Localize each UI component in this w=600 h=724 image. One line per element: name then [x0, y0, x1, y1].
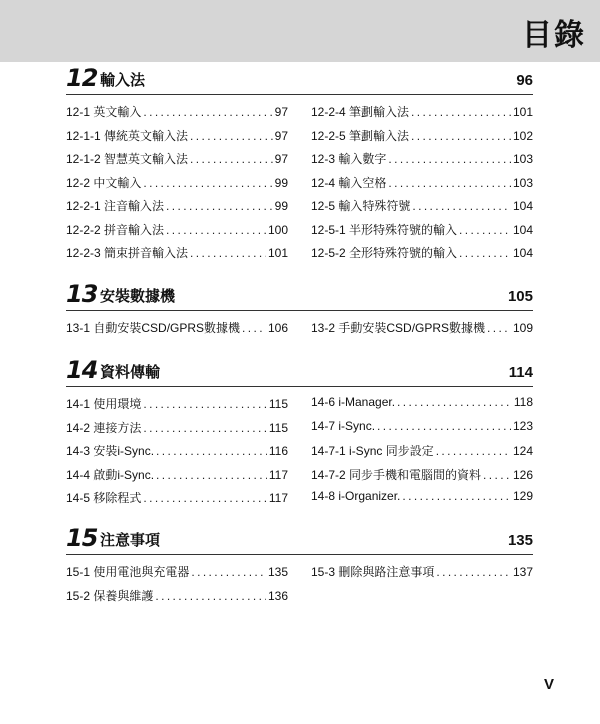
page-number: V	[543, 676, 554, 693]
toc-entry[interactable]	[311, 127, 533, 151]
section-title: 注意事項	[100, 531, 161, 549]
toc-entry-page: 117	[268, 491, 288, 505]
toc-entry[interactable]	[311, 442, 533, 466]
toc-entry[interactable]	[311, 174, 533, 198]
toc-entry-page: 97	[274, 105, 288, 119]
toc-entry-page: 115	[268, 397, 288, 411]
toc-entry[interactable]	[66, 563, 288, 587]
toc-entry-page: 101	[512, 105, 533, 119]
dot-leader	[436, 565, 511, 579]
toc-entry-page: 126	[512, 467, 533, 482]
section-page: 105	[507, 288, 533, 305]
toc-entry-title: 14-7-2 同步手機和電腦間的資料	[311, 467, 482, 482]
dot-leader	[402, 489, 511, 503]
toc-entry-page: 115	[268, 420, 288, 435]
dot-leader	[483, 468, 511, 482]
dot-leader	[242, 321, 266, 335]
toc-entry-page: 109	[512, 321, 533, 335]
dot-leader	[459, 223, 511, 237]
dot-leader	[388, 176, 511, 190]
dot-leader	[191, 565, 266, 579]
toc-entry-title: 12-2-3 簡束拼音輸入法	[66, 246, 189, 260]
toc-entry[interactable]	[66, 395, 288, 419]
dot-leader	[397, 395, 512, 409]
toc-entry-page: 104	[512, 199, 533, 213]
right-column	[311, 563, 533, 587]
section-number: 14	[66, 356, 98, 384]
section-page: 96	[516, 72, 533, 89]
dot-leader	[190, 129, 273, 143]
section-header[interactable]	[66, 524, 533, 555]
toc-entry[interactable]	[66, 319, 288, 343]
left-column	[66, 395, 288, 513]
header-band	[0, 0, 600, 62]
toc-entry-title: 13-1 自動安裝CSD/GPRS數據機	[66, 321, 241, 335]
toc-entry[interactable]	[311, 221, 533, 245]
toc-entry-title: 15-1 使用電池與充電器	[66, 565, 190, 579]
toc-entry-page: 103	[512, 152, 533, 166]
toc-entry-title: 12-1-2 智慧英文輸入法	[66, 152, 189, 166]
dot-leader	[412, 199, 511, 213]
toc-entry[interactable]	[311, 319, 533, 343]
dot-leader	[411, 129, 511, 143]
toc-entry-page: 99	[274, 199, 288, 213]
left-column	[66, 319, 288, 343]
dot-leader	[388, 152, 511, 166]
toc-entry-page: 106	[267, 321, 288, 335]
toc-section-12	[66, 64, 533, 260]
dot-leader	[155, 589, 266, 603]
toc-entry-title: 14-5 移除程式	[66, 491, 142, 505]
toc-entry-title: 12-5-2 全形特殊符號的輸入	[311, 246, 458, 260]
toc-entry[interactable]	[66, 103, 288, 127]
toc-entry-page: 97	[274, 128, 288, 143]
toc-section-13	[66, 280, 533, 335]
toc-entry-page: 97	[274, 152, 288, 166]
toc-entry-title: 12-4 輸入空格	[311, 175, 387, 190]
dot-leader	[143, 176, 272, 190]
toc-entry[interactable]	[66, 587, 288, 611]
toc-entry-page: 118	[513, 395, 533, 409]
toc-entry[interactable]	[311, 197, 533, 221]
toc-entry[interactable]	[311, 489, 533, 513]
left-column	[66, 563, 288, 610]
page-title: 目錄	[522, 18, 586, 53]
section-header[interactable]	[66, 64, 533, 95]
toc-entry[interactable]	[66, 127, 288, 151]
section-number: 12	[66, 64, 98, 92]
toc-entry-title: 15-2 保養與維護	[66, 588, 154, 603]
left-column	[66, 103, 288, 268]
toc-entry-page: 99	[274, 175, 288, 190]
toc-entry-page: 124	[512, 444, 533, 458]
toc-entry-title: 14-1 使用環境	[66, 397, 142, 411]
section-number: 15	[66, 524, 98, 552]
toc-entry-title: 15-3 刪除與路注意事項	[311, 565, 435, 579]
toc-entry-title: 12-3 輸入數字	[311, 152, 387, 166]
toc-entry[interactable]	[66, 466, 288, 490]
toc-entry-title: 12-2-4 筆劃輸入法	[311, 105, 410, 119]
dot-leader	[487, 321, 511, 335]
dot-leader	[143, 491, 267, 505]
toc-entry-title: 12-2-2 拼音輸入法	[66, 222, 165, 237]
toc-entry-title: 14-8 i-Organizer.	[311, 489, 401, 503]
dot-leader	[143, 397, 267, 411]
toc-entry[interactable]	[66, 174, 288, 198]
section-title: 安裝數據機	[100, 287, 176, 305]
toc-entry[interactable]	[311, 395, 533, 419]
toc-entry-page: 137	[512, 565, 533, 579]
toc-entry-title: 12-1-1 傳統英文輸入法	[66, 128, 189, 143]
toc-entry-title: 12-5-1 半形特殊符號的輸入	[311, 222, 458, 237]
section-header[interactable]	[66, 280, 533, 311]
toc-entry-page: 103	[512, 175, 533, 190]
dot-leader	[143, 105, 272, 119]
toc-entry[interactable]	[311, 103, 533, 127]
toc-entry[interactable]	[311, 244, 533, 268]
dot-leader	[190, 246, 266, 260]
right-column	[311, 319, 533, 343]
toc-entry[interactable]	[311, 563, 533, 587]
toc-entry-page: 136	[267, 588, 288, 603]
toc-entry-page: 117	[268, 467, 288, 482]
section-title: 資料傳輸	[100, 363, 161, 381]
toc-entry[interactable]	[311, 466, 533, 490]
right-column	[311, 395, 533, 513]
toc-entry-title: 12-2-5 筆劃輸入法	[311, 128, 410, 143]
section-header[interactable]	[66, 356, 533, 387]
toc-entry-title: 12-2-1 注音輸入法	[66, 199, 165, 213]
toc-entry-title: 12-1 英文輸入	[66, 105, 142, 119]
dot-leader	[377, 419, 511, 433]
section-title: 輸入法	[100, 71, 146, 89]
toc-entry-page: 129	[512, 489, 533, 503]
toc-entry-page: 102	[512, 128, 533, 143]
section-number: 13	[66, 280, 98, 308]
toc-entry-page: 101	[267, 246, 288, 260]
toc-entry-page: 123	[512, 418, 533, 433]
dot-leader	[156, 468, 267, 482]
toc-section-15	[66, 524, 533, 603]
toc-entry-title: 14-7 i-Sync.	[311, 418, 376, 433]
dot-leader	[156, 444, 267, 458]
toc-entry-title: 12-5 輸入特殊符號	[311, 199, 411, 213]
right-column	[311, 103, 533, 268]
toc-entry[interactable]	[66, 244, 288, 268]
toc-entry-title: 14-7-1 i-Sync 同步設定	[311, 444, 434, 458]
toc-entry-title: 13-2 手動安裝CSD/GPRS數據機	[311, 321, 486, 335]
dot-leader	[143, 421, 267, 435]
toc-entry-title: 14-3 安裝i-Sync.	[66, 444, 155, 458]
toc-entry-title: 12-2 中文輸入	[66, 175, 142, 190]
toc-entry[interactable]	[66, 419, 288, 443]
toc-entry[interactable]	[66, 221, 288, 245]
toc-entry-page: 100	[267, 222, 288, 237]
toc-entry[interactable]	[311, 150, 533, 174]
toc-section-14	[66, 356, 533, 505]
toc-entry[interactable]	[66, 150, 288, 174]
toc-entry-title: 14-6 i-Manager.	[311, 395, 396, 409]
dot-leader	[190, 152, 273, 166]
dot-leader	[166, 199, 273, 213]
toc-entry-page: 104	[512, 246, 533, 260]
toc-entry[interactable]	[311, 419, 533, 443]
dot-leader	[166, 223, 266, 237]
toc-entry[interactable]	[66, 489, 288, 513]
toc-entry-title: 14-4 啟動i-Sync.	[66, 467, 155, 482]
dot-leader	[436, 444, 511, 458]
toc-entry[interactable]	[66, 442, 288, 466]
section-page: 114	[508, 364, 533, 381]
toc-entry[interactable]	[66, 197, 288, 221]
toc-entry-page: 104	[512, 222, 533, 237]
section-page: 135	[507, 532, 533, 549]
toc-entry-page: 116	[268, 444, 288, 458]
toc-entry-title: 14-2 連接方法	[66, 420, 142, 435]
dot-leader	[459, 246, 511, 260]
dot-leader	[411, 105, 511, 119]
toc-entry-page: 135	[267, 565, 288, 579]
